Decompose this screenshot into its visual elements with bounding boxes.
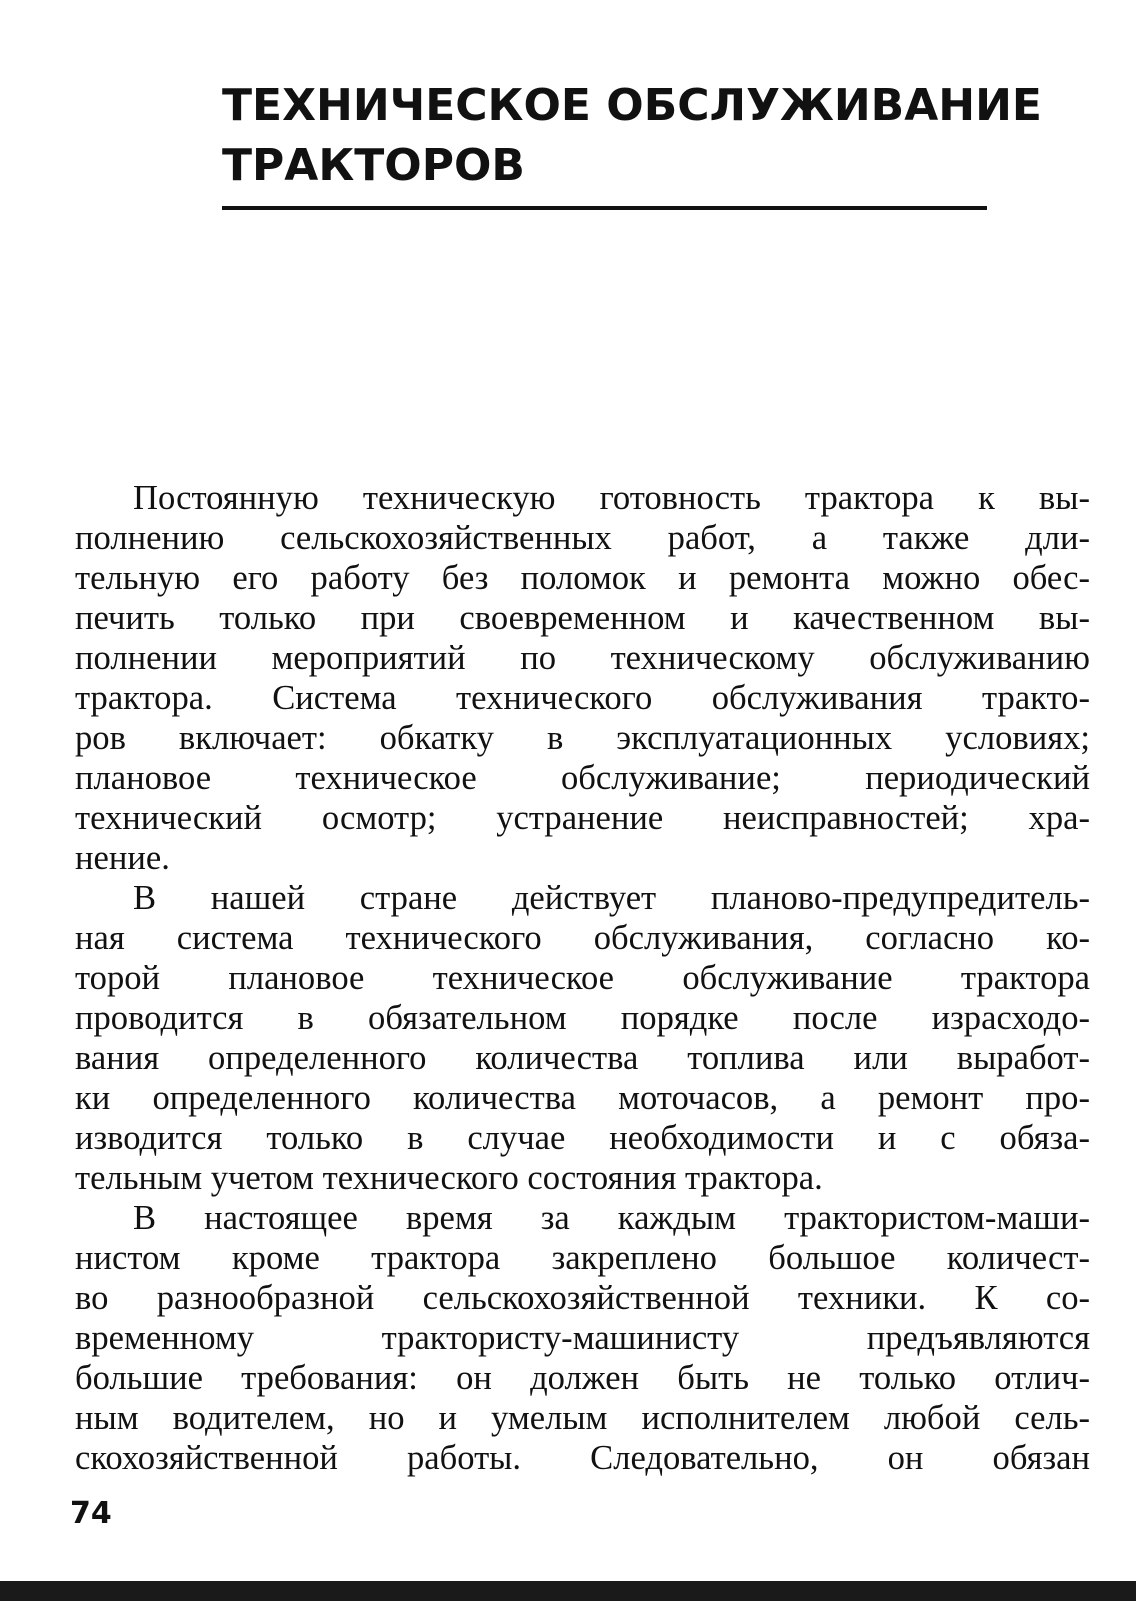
text-line: печить только при своевременном и качественном вы-	[75, 599, 1090, 637]
scan-bottom-edge	[0, 1581, 1136, 1601]
text-line: нение.	[75, 839, 170, 877]
text-line: тельным учетом технического состояния трактора.	[75, 1159, 823, 1197]
title-underline-divider	[222, 206, 987, 210]
text-line: проводится в обязательном порядке после израсходо-	[75, 999, 1090, 1037]
text-line: ров включает: обкатку в эксплуатационных условиях;	[75, 719, 1090, 757]
chapter-title-line-2: ТРАКТОРОВ	[222, 140, 525, 191]
text-line: В нашей стране действует планово-предупредитель-	[133, 879, 1090, 917]
text-line: торой плановое техническое обслуживание трактора	[75, 959, 1090, 997]
text-line: изводится только в случае необходимости и с обяза-	[75, 1119, 1090, 1157]
text-line: Постоянную техническую готовность трактора к вы-	[133, 479, 1090, 517]
text-line: полнении мероприятий по техническому обслуживанию	[75, 639, 1090, 677]
page-number: 74	[70, 1496, 112, 1531]
text-line: вания определенного количества топлива или выработ-	[75, 1039, 1090, 1077]
text-line: во разнообразной сельскохозяйственной техники. К со-	[75, 1279, 1090, 1317]
text-line: большие требования: он должен быть не только отлич-	[75, 1359, 1090, 1397]
text-line: ки определенного количества моточасов, а ремонт про-	[75, 1079, 1090, 1117]
text-line: В настоящее время за каждым трактористом-маши-	[133, 1199, 1090, 1237]
text-line: нистом кроме трактора закреплено большое количест-	[75, 1239, 1090, 1277]
chapter-title	[222, 76, 1042, 196]
text-line: трактора. Система технического обслуживания тракто-	[75, 679, 1090, 717]
body-text	[75, 478, 1090, 1478]
paragraph-3	[75, 1198, 1090, 1478]
text-line: полнению сельскохозяйственных работ, а также дли-	[75, 519, 1090, 557]
text-line: ная система технического обслуживания, согласно ко-	[75, 919, 1090, 957]
paragraph-2	[75, 878, 1090, 1198]
text-line: ным водителем, но и умелым исполнителем любой сель-	[75, 1399, 1090, 1437]
text-line: временному трактористу-машинисту предъявляются	[75, 1319, 1090, 1357]
text-line: технический осмотр; устранение неисправностей; хра-	[75, 799, 1090, 837]
text-line: тельную его работу без поломок и ремонта можно обес-	[75, 559, 1090, 597]
paragraph-1	[75, 478, 1090, 878]
text-line: скохозяйственной работы. Следовательно, он обязан	[75, 1439, 1090, 1477]
chapter-title-line-1: ТЕХНИЧЕСКОЕ ОБСЛУЖИВАНИЕ	[222, 80, 1042, 131]
text-line: плановое техническое обслуживание; периодический	[75, 759, 1090, 797]
